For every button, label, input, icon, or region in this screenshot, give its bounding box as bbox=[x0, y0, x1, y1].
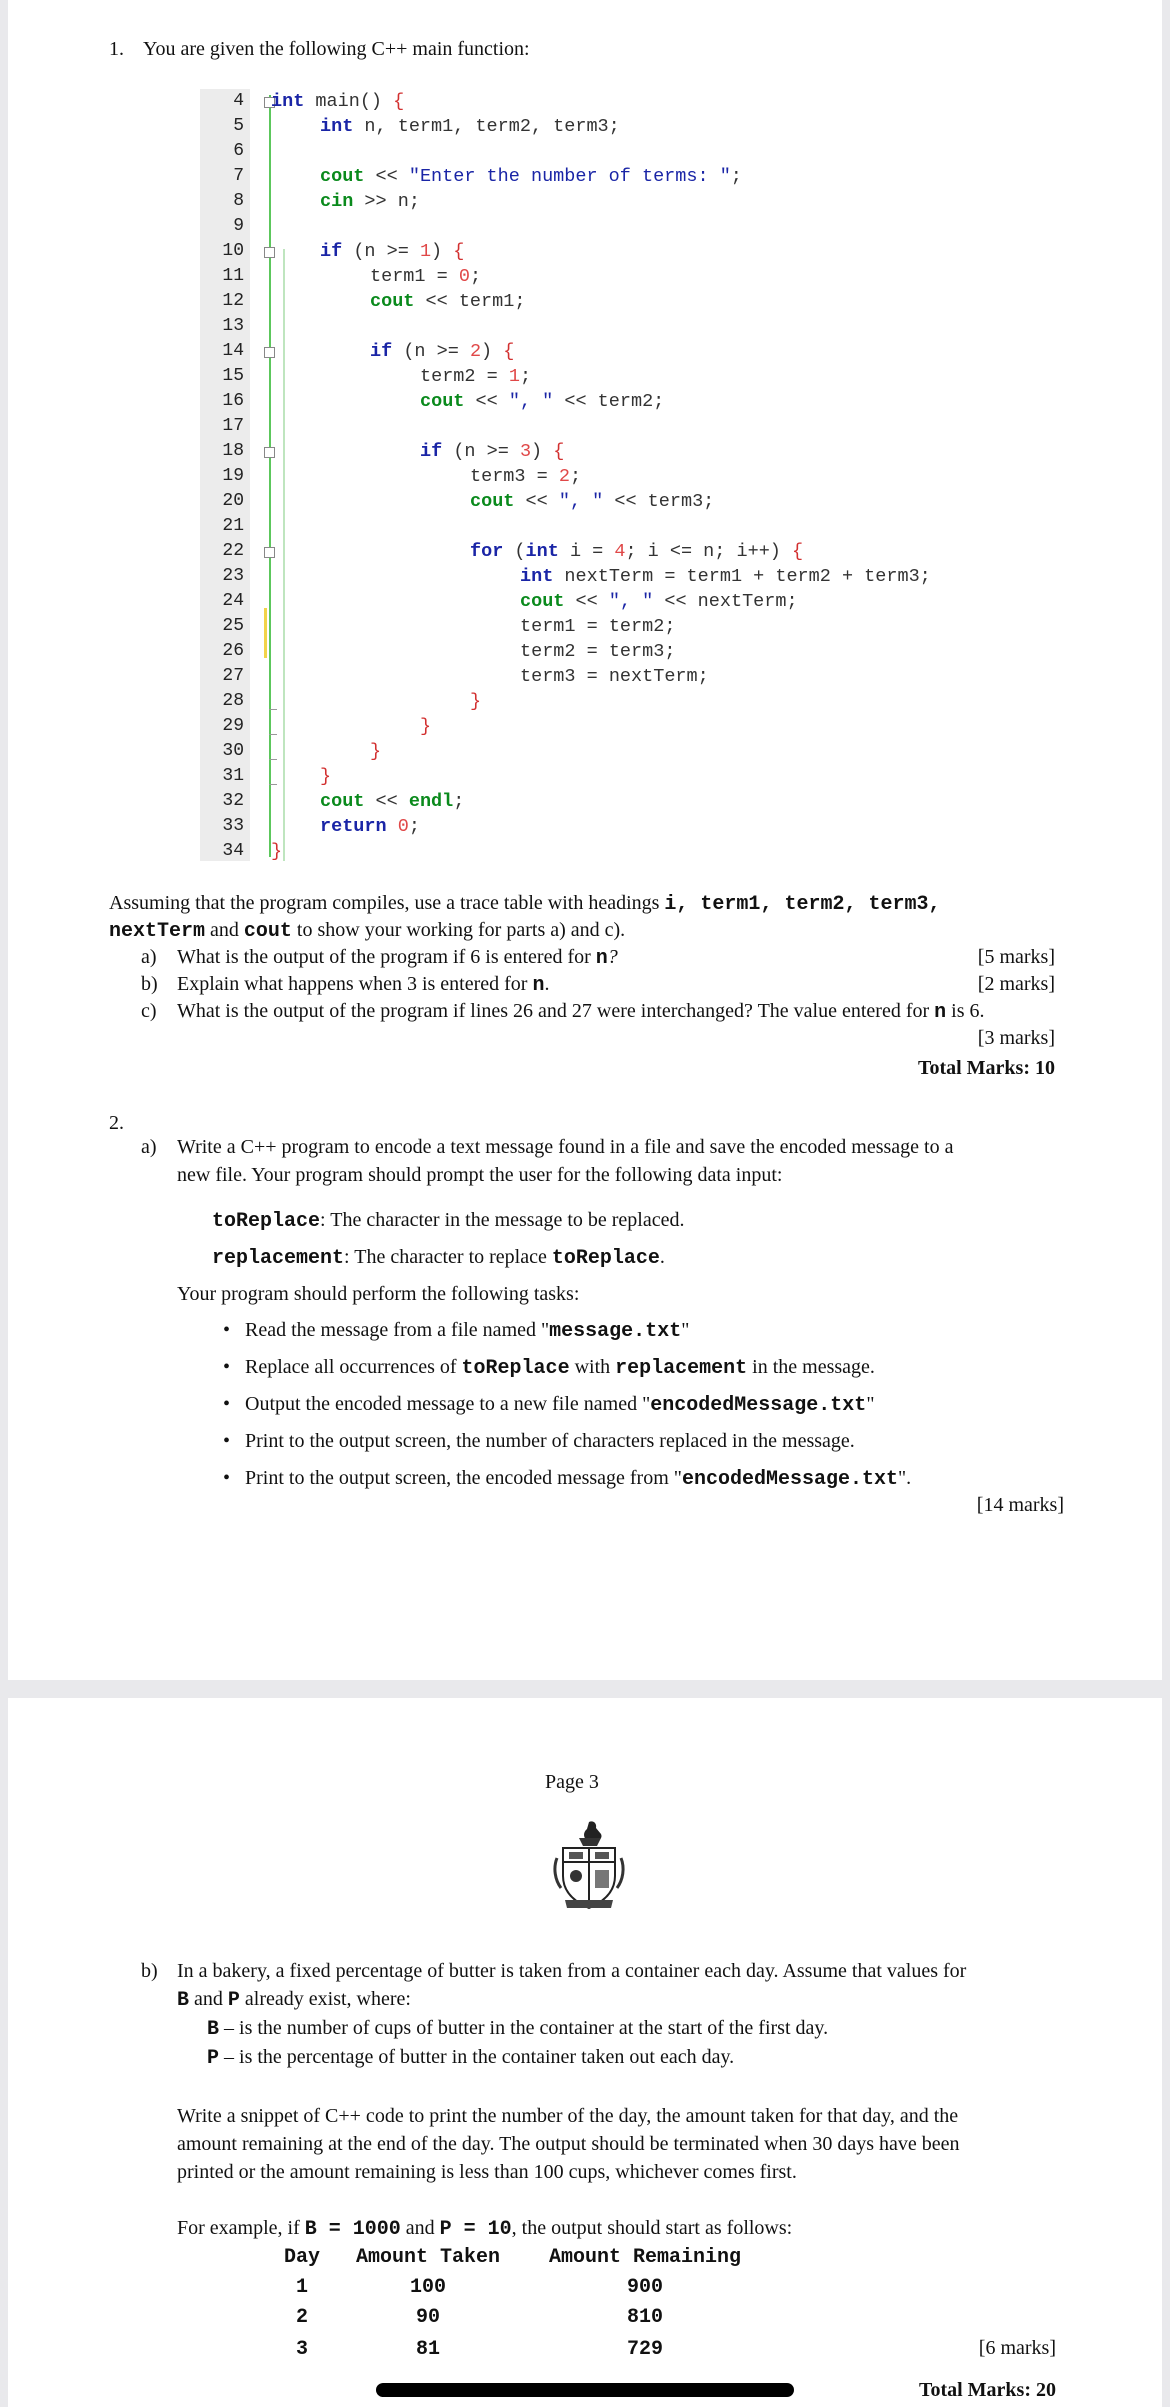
code-line-8: cin >> n; bbox=[320, 191, 420, 212]
code-line-18: if (n >= 3) { bbox=[420, 441, 565, 462]
line-number: 24 bbox=[222, 591, 244, 611]
line-number: 6 bbox=[233, 141, 244, 161]
example-intro: For example, if B = 1000 and P = 10, the output should start as follows: bbox=[177, 2217, 793, 2241]
line-number: 18 bbox=[222, 441, 244, 461]
table-cell-taken: 81 bbox=[415, 2338, 440, 2361]
line-number: 12 bbox=[222, 291, 244, 311]
code-line-24: cout << ", " << nextTerm; bbox=[520, 591, 798, 612]
bullet-icon: • bbox=[223, 1319, 231, 1341]
fold-end-marker bbox=[269, 784, 277, 785]
home-indicator bbox=[376, 2383, 794, 2397]
q2-part-b-marks: [6 marks] bbox=[978, 2337, 1056, 2359]
code-line-27: term3 = nextTerm; bbox=[520, 666, 709, 687]
fold-toggle-icon bbox=[264, 247, 275, 258]
q1-part-b-label: b) bbox=[141, 973, 158, 995]
q2-part-b-line2: B and P already exist, where: bbox=[177, 1988, 411, 2012]
line-number: 27 bbox=[222, 666, 244, 686]
definition-b: B – is the number of cups of butter in the container at the start of the first day. bbox=[207, 2017, 829, 2041]
trace-instructions-line1: Assuming that the program compiles, use a trace table with headings i, term1, term2, term3, bbox=[109, 892, 941, 916]
line-number: 31 bbox=[222, 766, 244, 786]
fold-end-marker bbox=[269, 734, 277, 735]
code-line-29: } bbox=[420, 716, 432, 737]
table-cell-day: 3 bbox=[295, 2338, 308, 2361]
trace-instructions-line2: nextTerm and cout to show your working for parts a) and c). bbox=[109, 919, 626, 943]
q2-part-b-line1: In a bakery, a fixed percentage of butter is taken from a container each day. Assume that values for bbox=[177, 1960, 967, 1982]
code-line-26: term2 = term3; bbox=[520, 641, 676, 662]
task-item: • Output the encoded message to a new file named "encodedMessage.txt" bbox=[223, 1393, 875, 1417]
change-bar bbox=[264, 608, 267, 658]
bullet-icon: • bbox=[223, 1430, 231, 1452]
code-line-28: } bbox=[470, 691, 482, 712]
definition-p: P – is the percentage of butter in the container taken out each day. bbox=[207, 2046, 735, 2070]
bullet-icon: • bbox=[223, 1467, 231, 1489]
q2-part-a-marks: [14 marks] bbox=[976, 1494, 1064, 1516]
page-one bbox=[8, 0, 1162, 1680]
code-line-11: term1 = 0; bbox=[370, 266, 482, 287]
line-number: 33 bbox=[222, 816, 244, 836]
task-item: • Print to the output screen, the number of characters replaced in the message. bbox=[245, 1428, 855, 1455]
table-header-amount-taken: Amount Taken bbox=[355, 2246, 501, 2269]
bullet-icon: • bbox=[223, 1393, 231, 1415]
code-line-7: cout << "Enter the number of terms: "; bbox=[320, 166, 742, 187]
table-cell-remaining: 810 bbox=[626, 2306, 663, 2329]
task-item: • Replace all occurrences of toReplace with replacement in the message. bbox=[223, 1356, 875, 1380]
table-cell-taken: 90 bbox=[415, 2306, 440, 2329]
line-number: 4 bbox=[233, 91, 244, 111]
table-header-day: Day bbox=[283, 2246, 320, 2269]
line-number: 8 bbox=[233, 191, 244, 211]
line-number: 30 bbox=[222, 741, 244, 761]
fold-end-marker bbox=[269, 709, 277, 710]
fold-end-marker bbox=[269, 759, 277, 760]
q2-part-a-label: a) bbox=[141, 1136, 157, 1158]
table-cell-remaining: 900 bbox=[626, 2276, 663, 2299]
code-line-20: cout << ", " << term3; bbox=[470, 491, 715, 512]
table-cell-day: 1 bbox=[295, 2276, 308, 2299]
bullet-icon: • bbox=[223, 1356, 231, 1378]
q2-part-a-line1: Write a C++ program to encode a text message found in a file and save the encoded message to a bbox=[177, 1136, 954, 1158]
table-cell-remaining: 729 bbox=[626, 2338, 663, 2361]
tasks-intro: Your program should perform the following tasks: bbox=[177, 1283, 580, 1305]
line-number: 17 bbox=[222, 416, 244, 436]
fold-guide-inner bbox=[283, 249, 285, 861]
question-1-intro: You are given the following C++ main function: bbox=[143, 38, 530, 60]
code-line-16: cout << ", " << term2; bbox=[420, 391, 665, 412]
q1-part-c-text: What is the output of the program if lines 26 and 27 were interchanged? The value entered for n is 6. bbox=[177, 1000, 985, 1024]
q1-total-marks: Total Marks: 10 bbox=[917, 1057, 1055, 1079]
code-line-5: int n, term1, term2, term3; bbox=[320, 116, 620, 137]
line-number: 26 bbox=[222, 641, 244, 661]
line-number: 29 bbox=[222, 716, 244, 736]
page-three bbox=[8, 1698, 1162, 2407]
line-number: 16 bbox=[222, 391, 244, 411]
input-replacement: replacement: The character to replace toReplace. bbox=[212, 1246, 665, 1270]
line-number: 7 bbox=[233, 166, 244, 186]
line-number: 25 bbox=[222, 616, 244, 636]
code-line-23: int nextTerm = term1 + term2 + term3; bbox=[520, 566, 931, 587]
line-number: 5 bbox=[233, 116, 244, 136]
line-number: 15 bbox=[222, 366, 244, 386]
question-1-number: 1. bbox=[109, 38, 124, 60]
code-listing bbox=[191, 89, 1091, 861]
q2-total-marks: Total Marks: 20 bbox=[918, 2379, 1056, 2401]
fold-guide-main bbox=[269, 95, 271, 857]
table-header-amount-remaining: Amount Remaining bbox=[548, 2246, 742, 2269]
q1-part-a-text: What is the output of the program if 6 is entered for n? bbox=[177, 946, 618, 970]
code-line-4: int main() { bbox=[271, 91, 405, 112]
q2-part-b-para-line2: amount remaining at the end of the day. The output should be terminated when 30 days have been bbox=[177, 2133, 960, 2155]
code-line-12: cout << term1; bbox=[370, 291, 526, 312]
q1-part-b-text: Explain what happens when 3 is entered for n. bbox=[177, 973, 550, 997]
line-number: 11 bbox=[222, 266, 244, 286]
line-number: 13 bbox=[222, 316, 244, 336]
code-line-22: for (int i = 4; i <= n; i++) { bbox=[470, 541, 804, 562]
question-2-number: 2. bbox=[109, 1112, 124, 1134]
code-line-19: term3 = 2; bbox=[470, 466, 582, 487]
table-cell-taken: 100 bbox=[409, 2276, 446, 2299]
q1-part-c-label: c) bbox=[141, 1000, 157, 1022]
line-number: 23 bbox=[222, 566, 244, 586]
q1-part-a-label: a) bbox=[141, 946, 157, 968]
table-cell-day: 2 bbox=[295, 2306, 308, 2329]
page-number: Page 3 bbox=[545, 1771, 599, 1793]
q1-part-a-marks: [5 marks] bbox=[977, 946, 1055, 968]
q1-part-b-marks: [2 marks] bbox=[977, 973, 1055, 995]
line-number: 20 bbox=[222, 491, 244, 511]
line-number: 19 bbox=[222, 466, 244, 486]
code-line-14: if (n >= 2) { bbox=[370, 341, 515, 362]
fold-toggle-icon bbox=[264, 547, 275, 558]
code-line-32: cout << endl; bbox=[320, 791, 465, 812]
line-number: 22 bbox=[222, 541, 244, 561]
university-crest-icon bbox=[553, 1818, 628, 1913]
line-number: 28 bbox=[222, 691, 244, 711]
task-item: • Read the message from a file named "message.txt" bbox=[223, 1319, 690, 1343]
fold-toggle-icon bbox=[264, 447, 275, 458]
code-line-31: } bbox=[320, 766, 332, 787]
q1-part-c-marks: [3 marks] bbox=[977, 1027, 1055, 1049]
line-number: 34 bbox=[222, 841, 244, 861]
input-toreplace: toReplace: The character in the message to be replaced. bbox=[212, 1209, 685, 1233]
code-line-25: term1 = term2; bbox=[520, 616, 676, 637]
fold-toggle-icon bbox=[264, 347, 275, 358]
line-number: 14 bbox=[222, 341, 244, 361]
code-line-10: if (n >= 1) { bbox=[320, 241, 465, 262]
q2-part-a-line2: new file. Your program should prompt the user for the following data input: bbox=[177, 1164, 783, 1186]
line-number: 9 bbox=[233, 216, 244, 236]
line-number: 21 bbox=[222, 516, 244, 536]
task-item: • Print to the output screen, the encoded message from "encodedMessage.txt". bbox=[223, 1467, 912, 1491]
code-line-30: } bbox=[370, 741, 382, 762]
line-number: 10 bbox=[222, 241, 244, 261]
code-line-33: return 0; bbox=[320, 816, 420, 837]
code-line-34: } bbox=[271, 841, 283, 862]
code-line-15: term2 = 1; bbox=[420, 366, 532, 387]
q2-part-b-para-line1: Write a snippet of C++ code to print the number of the day, the amount taken for that day, and the bbox=[177, 2105, 959, 2127]
line-number: 32 bbox=[222, 791, 244, 811]
q2-part-b-label: b) bbox=[141, 1960, 158, 1982]
q2-part-b-para-line3: printed or the amount remaining is less than 100 cups, whichever comes first. bbox=[177, 2161, 797, 2183]
